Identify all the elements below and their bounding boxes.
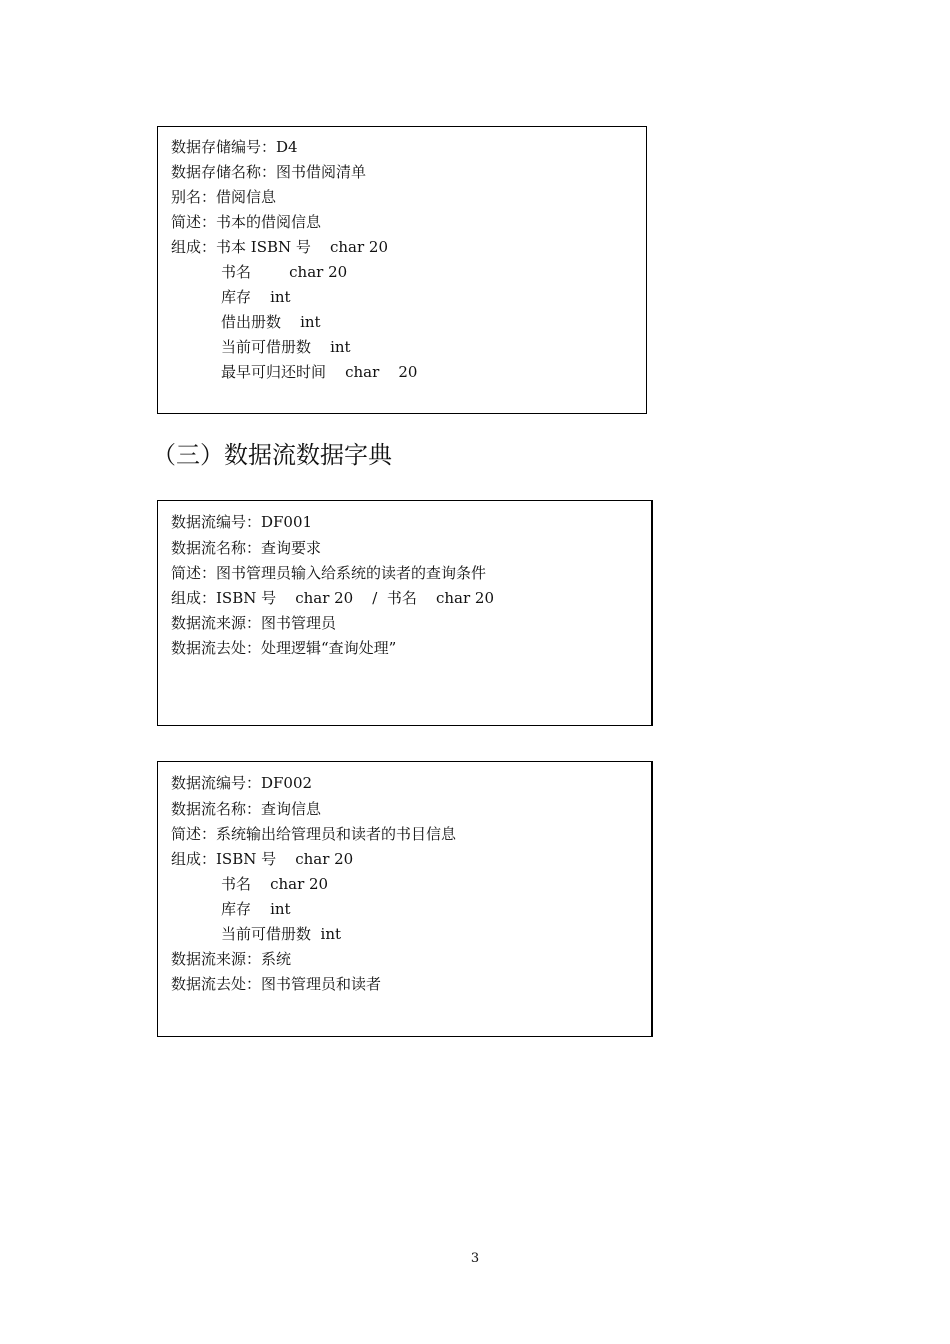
data-store-field: 借出册数 int — [221, 313, 321, 331]
data-flow-name: 数据流名称：查询要求 — [171, 539, 322, 557]
data-store-id: 数据存储编号：D4 — [171, 138, 298, 156]
data-flow-description: 简述：系统输出给管理员和读者的书目信息 — [171, 825, 457, 843]
data-flow-destination: 数据流去处：处理逻辑“查询处理” — [171, 639, 397, 657]
data-flow-name: 数据流名称：查询信息 — [171, 800, 322, 818]
data-store-composition: 组成：书本 ISBN 号 char 20 — [171, 238, 388, 256]
data-flow-df002-box — [157, 761, 653, 1037]
data-flow-df001-box — [157, 500, 653, 726]
data-store-d4-box — [157, 126, 647, 414]
data-flow-id: 数据流编号：DF002 — [171, 774, 313, 792]
data-store-description: 简述：书本的借阅信息 — [171, 213, 322, 231]
data-flow-id: 数据流编号：DF001 — [171, 513, 313, 531]
data-flow-source: 数据流来源：图书管理员 — [171, 614, 337, 632]
data-flow-source: 数据流来源：系统 — [171, 950, 292, 968]
data-store-alias: 别名：借阅信息 — [171, 188, 277, 206]
data-store-field: 当前可借册数 int — [221, 338, 351, 356]
data-store-field: 库存 int — [221, 288, 291, 306]
data-store-name: 数据存储名称：图书借阅清单 — [171, 163, 367, 181]
data-store-field: 书名 char 20 — [221, 263, 348, 281]
data-flow-description: 简述：图书管理员输入给系统的读者的查询条件 — [171, 564, 487, 582]
data-flow-destination: 数据流去处：图书管理员和读者 — [171, 975, 382, 993]
data-flow-field: 库存 int — [221, 900, 291, 918]
page-number: 3 — [470, 1251, 480, 1266]
section-heading: （三）数据流数据字典 — [152, 441, 392, 469]
data-flow-field: 当前可借册数 int — [221, 925, 342, 943]
data-store-field: 最早可归还时间 char 20 — [221, 363, 418, 381]
data-flow-composition: 组成：ISBN 号 char 20 — [171, 850, 354, 868]
data-flow-field: 书名 char 20 — [221, 875, 329, 893]
data-flow-composition: 组成：ISBN 号 char 20 / 书名 char 20 — [171, 589, 494, 607]
